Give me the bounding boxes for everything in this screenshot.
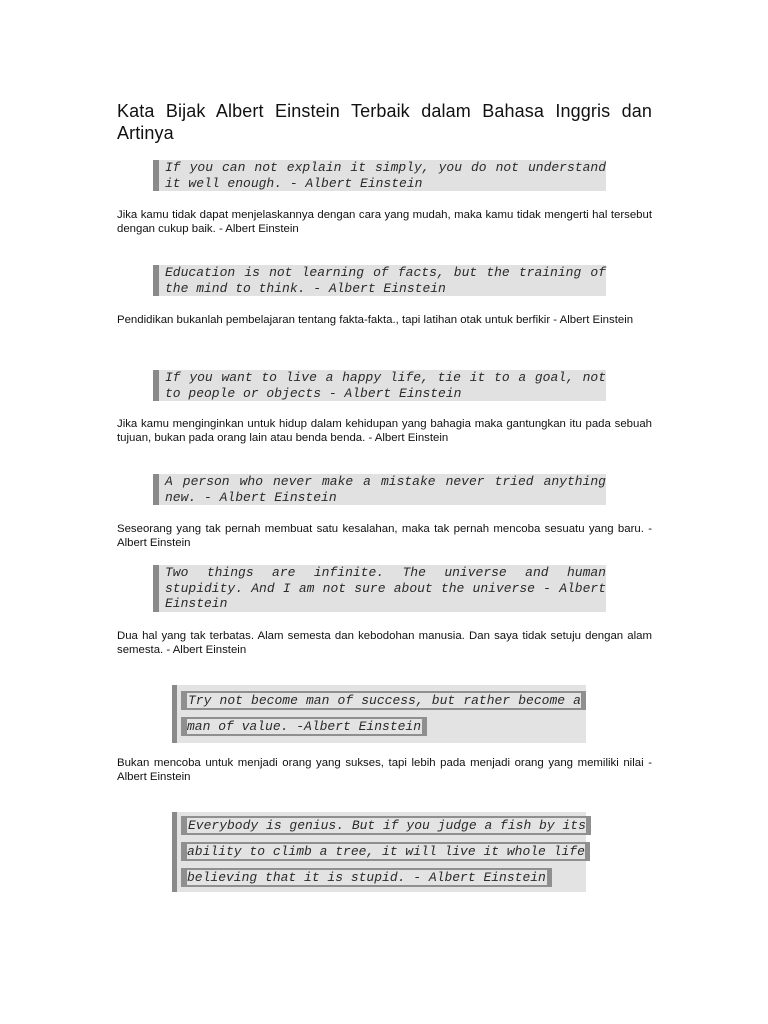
translation-4: Seseorang yang tak pernah membuat satu kesalahan, maka tak pernah mencoba sesuatu yang baru. - Albert Einstein: [117, 523, 652, 549]
quote-text-7: Everybody is genius. But if you judge a fish by its ability to climb a tree, it will live it whole life believing that it is stupid. - Albert Einstein: [187, 818, 586, 885]
translation-3: Jika kamu menginginkan untuk hidup dalam kehidupan yang bahagia maka gantungkan itu pada sebuah tujuan, bukan pada orang lain atau benda benda. - Albert Einstein: [117, 418, 652, 444]
quote-block-4: A person who never make a mistake never tried anything new. - Albert Einstein: [153, 474, 606, 505]
translation-1: Jika kamu tidak dapat menjelaskannya dengan cara yang mudah, maka kamu tidak mengerti hal tersebut dengan cukup baik. - Albert Einstein: [117, 209, 652, 235]
quote-block-3: If you want to live a happy life, tie it to a goal, not to people or objects - Albert Einstein: [153, 370, 606, 401]
quote-block-5: Two things are infinite. The universe and human stupidity. And I am not sure about the universe - Albert Einstein: [153, 565, 606, 612]
quote-box-6: [172, 685, 586, 743]
translation-2: Pendidikan bukanlah pembelajaran tentang fakta-fakta., tapi latihan otak untuk berfikir - Albert Einstein: [117, 314, 634, 326]
translation-6: Bukan mencoba untuk menjadi orang yang sukses, tapi lebih pada menjadi orang yang memiliki nilai - Albert Einstein: [117, 757, 652, 783]
quote-block-2: Education is not learning of facts, but the training of the mind to think. - Albert Einstein: [153, 265, 606, 296]
quote-text-6: Try not become man of success, but rather become a man of value. -Albert Einstein: [187, 693, 581, 734]
quote-block-1: If you can not explain it simply, you do not understand it well enough. - Albert Einstein: [153, 160, 606, 191]
page-title: Kata Bijak Albert Einstein Terbaik dalam Bahasa Inggris dan Artinya: [117, 101, 652, 143]
translation-5: Dua hal yang tak terbatas. Alam semesta dan kebodohan manusia. Dan saya tidak setuju dengan alam semesta. - Albert Einstein: [117, 630, 652, 656]
quote-box-7: [172, 812, 586, 892]
